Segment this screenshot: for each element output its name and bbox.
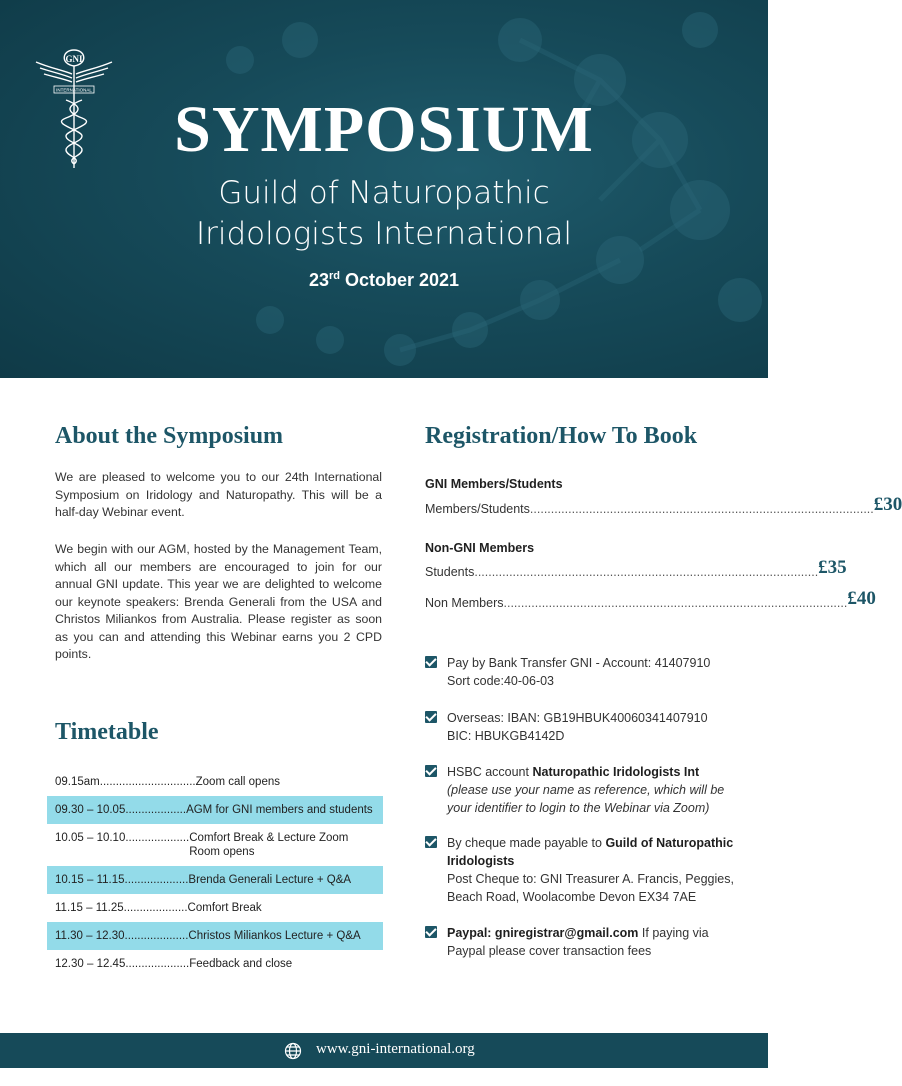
price-row-students <box>425 557 847 579</box>
about-paragraph-1: We are pleased to welcome you to our 24th International Symposium on Iridology and Naturopathy. This will be a half-day Webinar event. <box>55 470 382 519</box>
price-row-members <box>425 494 902 516</box>
cheque-payee: Guild of Naturopathic Iridologists <box>447 836 734 868</box>
nonmembers-category-heading: Non-GNI Members <box>425 541 535 555</box>
payment-option-overseas <box>425 709 745 745</box>
timetable-time: 09.15am <box>55 776 100 788</box>
checkbox-checked-icon <box>425 836 437 848</box>
timetable-label: Comfort Break & Lecture Zoom Room opens <box>189 832 349 858</box>
timetable-row <box>47 824 383 866</box>
payment-option-hsbc <box>425 763 745 817</box>
timetable-label: Comfort Break <box>187 902 262 914</box>
price-label: Members/Students <box>425 502 530 516</box>
timetable-list <box>47 768 383 978</box>
payment-option-bank <box>425 654 745 690</box>
members-category-heading: GNI Members/Students <box>425 477 563 491</box>
price-label: Students <box>425 565 475 579</box>
timetable-dots: .................... <box>125 958 190 970</box>
paypal-email: Paypal: gniregistrar@gmail.com <box>447 926 639 940</box>
website-link[interactable]: www.gni-international.org <box>316 1041 475 1057</box>
price-dots: ................................................................................................... <box>474 565 819 579</box>
timetable-heading: Timetable <box>55 719 159 745</box>
timetable-row <box>47 768 383 796</box>
timetable-time: 12.30 – 12.45 <box>55 958 126 970</box>
timetable-label: Brenda Generali Lecture + Q&A <box>188 874 352 886</box>
price-dots: ................................................................................................... <box>529 502 874 516</box>
checkbox-checked-icon <box>425 656 437 668</box>
timetable-dots: .................... <box>124 930 189 942</box>
hsbc-account-name: Naturopathic Iridologists Int <box>532 765 700 779</box>
cheque-address: Post Cheque to: GNI Treasurer A. Francis, Peggies, Beach Road, Woolacombe Devon EX34 7AE <box>447 872 734 904</box>
timetable-time: 10.05 – 10.10 <box>55 832 126 844</box>
timetable-dots: .................... <box>123 902 188 914</box>
timetable-label: AGM for GNI members and students <box>186 804 373 816</box>
timetable-row <box>47 950 383 978</box>
timetable-dots: .................... <box>125 832 190 844</box>
price-dots: ................................................................................................... <box>503 596 848 610</box>
event-date <box>0 270 768 291</box>
timetable-label: Feedback and close <box>189 958 293 970</box>
footer-bar <box>0 1033 768 1068</box>
timetable-label: Zoom call opens <box>195 776 280 788</box>
globe-icon <box>284 1042 302 1060</box>
price-label: Non Members <box>425 596 504 610</box>
svg-text:INTERNATIONAL: INTERNATIONAL <box>56 87 92 93</box>
svg-text:GNI: GNI <box>65 54 83 64</box>
timetable-dots: ................... <box>125 804 187 816</box>
timetable-time: 11.15 – 11.25 <box>55 902 124 914</box>
timetable-row <box>47 894 383 922</box>
about-paragraph-2: We begin with our AGM, hosted by the Management Team, which all our members are encouraged to join for our annual GNI update. This year we are delighted to welcome our keynote speakers: Brenda Generali from the USA and Christos Miliankos from Australia. Please register as soon as you can and attending this Webinar earns you 2 CPD points. <box>55 542 382 661</box>
page-title: SYMPOSIUM <box>174 93 594 166</box>
price-amount: £40 <box>847 588 876 609</box>
checkbox-checked-icon <box>425 765 437 777</box>
payment-option-paypal <box>425 924 745 960</box>
timetable-time: 09.30 – 10.05 <box>55 804 126 816</box>
overseas-line-1: Overseas: IBAN: GB19HBUK40060341407910 <box>447 711 708 725</box>
timetable-row-highlighted <box>47 866 383 894</box>
timetable-row-highlighted <box>47 796 383 824</box>
hsbc-note: (please use your name as reference, which will be your identifier to login to the Webinar via Zoom) <box>447 783 725 815</box>
date-day: 23 <box>308 270 329 290</box>
date-month-year: October 2021 <box>339 270 460 290</box>
timetable-row-highlighted <box>47 922 383 950</box>
payment-option-cheque <box>425 834 745 906</box>
timetable-dots: .................... <box>124 874 189 886</box>
about-heading: About the Symposium <box>55 423 284 449</box>
hero-banner <box>0 0 768 378</box>
checkbox-checked-icon <box>425 926 437 938</box>
cheque-prefix: By cheque made payable to <box>447 836 606 850</box>
timetable-time: 11.30 – 12.30 <box>55 930 125 942</box>
timetable-label: Christos Miliankos Lecture + Q&A <box>188 930 361 942</box>
subtitle-line-2: Iridologists International <box>195 216 573 252</box>
date-suffix: rd <box>328 270 340 282</box>
bank-line-2: Sort code:40-06-03 <box>447 674 555 688</box>
price-amount: £30 <box>873 494 902 515</box>
paypal-note: If paying via Paypal please cover transaction fees <box>447 926 709 958</box>
checkbox-checked-icon <box>425 711 437 723</box>
hsbc-prefix: HSBC account <box>447 765 533 779</box>
price-row-non-members <box>425 588 876 610</box>
timetable-dots: .............................. <box>99 776 196 788</box>
registration-heading: Registration/How To Book <box>425 423 698 449</box>
overseas-line-2: BIC: HBUKGB4142D <box>447 729 565 743</box>
subtitle-line-1: Guild of Naturopathic <box>218 175 550 211</box>
bank-line-1: Pay by Bank Transfer GNI - Account: 41407910 <box>447 656 711 670</box>
timetable-time: 10.15 – 11.15 <box>55 874 125 886</box>
price-amount: £35 <box>818 557 847 578</box>
